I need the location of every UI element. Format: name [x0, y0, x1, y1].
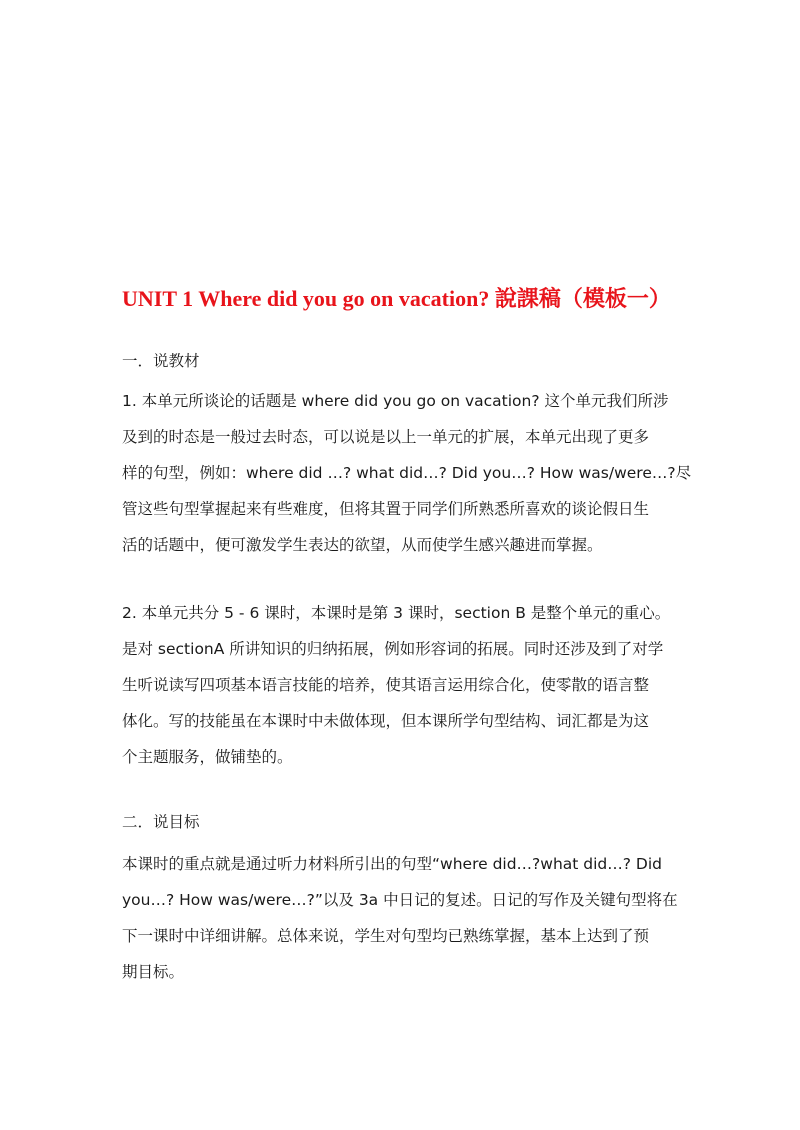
paragraph-line: 生听说读写四项基本语言技能的培养，使其语言运用综合化，使零散的语言整 — [122, 676, 650, 694]
paragraph-line: 下一课时中详细讲解。总体来说，学生对句型均已熟练掌握，基本上达到了预 — [122, 927, 650, 945]
paragraph-line: 活的话题中，便可激发学生表达的欲望，从而使学生感兴趣进而掌握。 — [122, 536, 603, 554]
paragraph-line: 及到的时态是一般过去时态，可以说是以上一单元的扩展，本单元出现了更多 — [122, 428, 650, 446]
paragraph-line: 是对 sectionA 所讲知识的归纳拓展，例如形容词的拓展。同时还涉及到了对学 — [122, 640, 664, 658]
paragraph-line: 2. 本单元共分 5 - 6 课时，本课时是第 3 课时，section B 是整个单元的重心。 — [122, 604, 671, 622]
paragraph-line: 管这些句型掌握起来有些难度，但将其置于同学们所熟悉所喜欢的谈论假日生 — [122, 500, 650, 518]
paragraph-line: 样的句型，例如：where did …? what did…? Did you…? How was/were…?尽 — [122, 464, 692, 482]
paragraph-line: 1. 本单元所谈论的话题是 where did you go on vacation? 这个单元我们所涉 — [122, 392, 669, 410]
document-title: UNIT 1 Where did you go on vacation? 說課稿（模板一） — [122, 286, 671, 311]
section-heading-goals: 二．说目标 — [122, 813, 200, 831]
paragraph-line: you…? How was/were…?”以及 3a 中日记的复述。日记的写作及关键句型将在 — [122, 891, 678, 909]
section-heading-textbook: 一．说教材 — [122, 352, 200, 370]
paragraph-line: 体化。写的技能虽在本课时中未做体现，但本课所学句型结构、词汇都是为这 — [122, 712, 650, 730]
paragraph-line: 个主题服务，做铺垫的。 — [122, 748, 293, 766]
paragraph-line: 期目标。 — [122, 963, 185, 981]
paragraph-topic — [122, 383, 692, 563]
paragraph-lesson-plan — [122, 595, 684, 775]
paragraph-line: 本课时的重点就是通过听力材料所引出的句型“where did…?what did…? Did — [122, 855, 662, 873]
paragraph-goals — [122, 846, 684, 990]
